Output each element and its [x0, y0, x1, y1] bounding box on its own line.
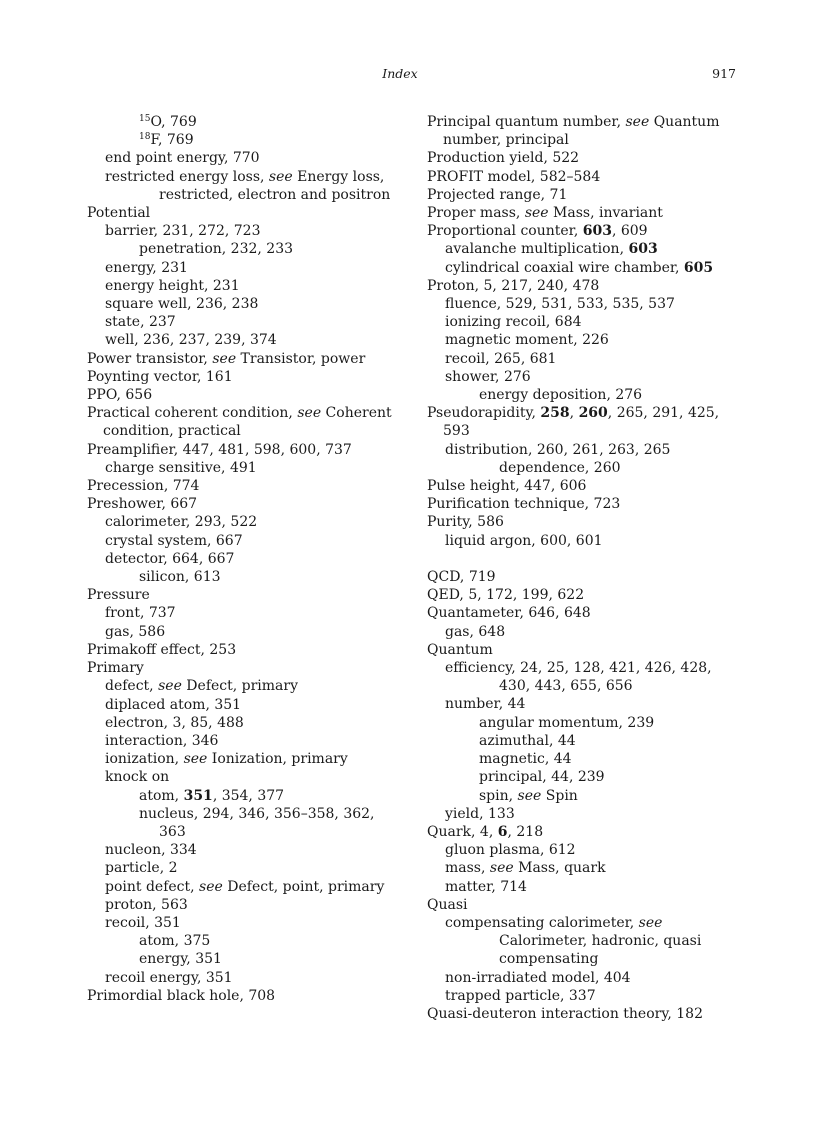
index-entry-text: silicon, 613: [139, 569, 221, 586]
index-entry-text: gluon plasma, 612: [445, 842, 576, 859]
index-entry-text: Power transistor,: [87, 350, 213, 367]
index-entry: [427, 677, 747, 695]
index-entry: [427, 113, 747, 131]
index-entry-text: , 265, 291, 425,: [607, 405, 720, 422]
index-entry-text: penetration, 232, 233: [139, 241, 294, 258]
index-entry-text: Mass, quark: [513, 860, 606, 877]
cross-reference-see: see: [489, 860, 514, 877]
index-entry: [87, 914, 407, 932]
index-entry-text: shower, 276: [445, 368, 531, 385]
index-entry: [427, 495, 747, 513]
index-entry-text: Proportional counter,: [427, 223, 583, 240]
principal-page-ref: 6: [497, 823, 508, 840]
index-entry: [427, 368, 747, 386]
index-entry: [87, 768, 407, 786]
index-entry: [87, 386, 407, 404]
index-entry-text: knock on: [105, 769, 170, 786]
index-entry-text: Calorimeter, hadronic, quasi: [499, 933, 702, 950]
index-entry-text: Quasi-deuteron interaction theory, 182: [427, 1005, 704, 1022]
cross-reference-see: see: [212, 350, 237, 367]
cross-reference-see: see: [524, 205, 549, 222]
cross-reference-see: see: [517, 787, 542, 804]
index-entry-text: recoil, 265, 681: [445, 350, 557, 367]
index-entry-text: square well, 236, 238: [105, 296, 259, 313]
index-entry-text: liquid argon, 600, 601: [445, 532, 603, 549]
index-entry: [87, 477, 407, 495]
index-entry-text: fluence, 529, 531, 533, 535, 537: [445, 296, 675, 313]
index-entry: [87, 714, 407, 732]
index-entry: [427, 477, 747, 495]
index-entry: [87, 313, 407, 331]
index-entry-text: Potential: [87, 205, 151, 222]
principal-page-ref: 605: [683, 259, 714, 276]
running-title: Index: [382, 66, 418, 81]
index-entry-text: F, 769: [150, 132, 194, 149]
index-entry: [87, 750, 407, 768]
index-entry-text: condition, practical: [103, 423, 241, 440]
index-entry-text: compensating: [499, 951, 599, 968]
index-entry-text: Mass, invariant: [548, 205, 663, 222]
index-entry-text: defect,: [105, 678, 159, 695]
index-entry: [87, 168, 407, 186]
index-entry-text: Spin: [541, 787, 578, 804]
index-entry: [87, 131, 407, 149]
index-entry: [427, 841, 747, 859]
index-column-right: [427, 113, 747, 1023]
index-entry-text: non-irradiated model, 404: [445, 969, 631, 986]
index-entry-text: matter, 714: [445, 878, 527, 895]
index-entry: [427, 987, 747, 1005]
index-entry: [87, 149, 407, 167]
cross-reference-see: see: [625, 114, 650, 130]
index-entry-text: point defect,: [105, 878, 200, 895]
index-entry: [427, 695, 747, 713]
index-entry-text: crystal system, 667: [105, 532, 243, 549]
index-entry-text: ionizing recoil, 684: [445, 314, 582, 331]
index-entry-text: nucleon, 334: [105, 842, 197, 859]
index-entry-text: end point energy, 770: [105, 150, 260, 167]
index-entry-text: energy deposition, 276: [479, 387, 643, 404]
index-entry: [427, 932, 747, 950]
index-entry-text: state, 237: [105, 314, 176, 331]
index-entry-text: angular momentum, 239: [479, 714, 655, 731]
index-entry-text: barrier, 231, 272, 723: [105, 223, 261, 240]
index-entry-text: Quark, 4,: [427, 823, 498, 840]
index-entry: [87, 441, 407, 459]
index-entry-text: interaction, 346: [105, 732, 219, 749]
index-entry-text: nucleus, 294, 346, 356–358, 362,: [139, 805, 375, 822]
index-entry-text: Pseudorapidity,: [427, 405, 541, 422]
index-entry-text: Quantum: [427, 641, 493, 658]
index-entry: [427, 350, 747, 368]
index-entry-text: Purity, 586: [427, 514, 504, 531]
index-entry: [427, 459, 747, 477]
index-entry: [87, 641, 407, 659]
index-entry-text: Precession, 774: [87, 478, 200, 495]
index-entry: [427, 331, 747, 349]
index-entry-text: Preamplifier, 447, 481, 598, 600, 737: [87, 441, 352, 458]
principal-page-ref: 260: [578, 405, 608, 422]
index-entry: [87, 550, 407, 568]
index-entry-text: Production yield, 522: [427, 150, 580, 167]
principal-page-ref: 603: [582, 223, 612, 240]
index-entry-text: 593: [443, 423, 470, 440]
index-entry-text: Pulse height, 447, 606: [427, 478, 587, 495]
index-entry-text: cylindrical coaxial wire chamber,: [445, 259, 684, 276]
index-entry-text: Principal quantum number,: [427, 114, 626, 130]
index-entry: [427, 441, 747, 459]
index-entry: [87, 113, 407, 131]
index-entry: [427, 313, 747, 331]
cross-reference-see: see: [297, 405, 322, 422]
index-entry-text: proton, 563: [105, 896, 188, 913]
index-entry: [87, 331, 407, 349]
index-entry-text: PPO, 656: [87, 387, 153, 404]
index-entry: [87, 696, 407, 714]
index-entry: [427, 1005, 747, 1023]
index-entry: [427, 586, 747, 604]
index-entry: [87, 404, 407, 422]
index-entry: [427, 950, 747, 968]
index-entry: [87, 878, 407, 896]
index-entry-text: particle, 2: [105, 860, 178, 877]
index-entry: [427, 422, 747, 440]
index-entry-text: Projected range, 71: [427, 186, 568, 203]
index-entry: [427, 805, 747, 823]
index-entry: [87, 841, 407, 859]
index-entry-text: restricted energy loss,: [105, 168, 269, 185]
index-entry-text: magnetic moment, 226: [445, 332, 609, 349]
index-entry: [427, 604, 747, 622]
index-entry: [87, 623, 407, 641]
index-entry: [427, 204, 747, 222]
index-entry: [87, 732, 407, 750]
cross-reference-see: see: [199, 878, 223, 895]
index-entry-text: PROFIT model, 582–584: [427, 168, 601, 185]
index-entry: [427, 623, 747, 641]
index-entry-text: azimuthal, 44: [479, 732, 576, 749]
index-entry: [87, 459, 407, 477]
index-column-left: [87, 113, 407, 1005]
index-entry-text: number, principal: [443, 132, 569, 149]
index-entry-text: Defect, point, primary: [222, 878, 385, 895]
index-entry-text: Practical coherent condition,: [87, 405, 298, 422]
index-entry-text: restricted, electron and positron: [159, 186, 391, 203]
index-entry: [427, 186, 747, 204]
index-entry: [427, 714, 747, 732]
index-entry-text: distribution, 260, 261, 263, 265: [445, 441, 671, 458]
index-entry: [87, 787, 407, 805]
index-entry-text: Ionization, primary: [207, 751, 348, 768]
index-entry-text: atom,: [139, 787, 184, 804]
index-entry-text: trapped particle, 337: [445, 987, 596, 1004]
index-entry-text: 430, 443, 655, 656: [499, 678, 633, 695]
index-entry: [87, 368, 407, 386]
index-entry: [427, 168, 747, 186]
index-entry: [87, 805, 407, 823]
index-entry-text: Pressure: [87, 587, 150, 604]
index-entry-text: Defect, primary: [181, 678, 299, 695]
page-number: 917: [712, 66, 736, 81]
index-entry-text: detector, 664, 667: [105, 550, 235, 567]
index-entry: [87, 969, 407, 987]
index-entry-text: 363: [159, 823, 186, 840]
index-entry-text: yield, 133: [445, 805, 515, 822]
index-entry: [87, 495, 407, 513]
index-entry-text: atom, 375: [139, 933, 211, 950]
index-entry-text: efficiency, 24, 25, 128, 421, 426, 428,: [445, 660, 712, 677]
index-entry: [427, 659, 747, 677]
index-entry-text: number, 44: [445, 696, 526, 713]
index-entry-text: QCD, 719: [427, 569, 496, 586]
index-entry-text: calorimeter, 293, 522: [105, 514, 258, 531]
cross-reference-see: see: [183, 751, 208, 768]
index-entry: [87, 896, 407, 914]
index-entry-text: Primakoff effect, 253: [87, 641, 237, 658]
index-entry: [427, 859, 747, 877]
index-entry: [87, 604, 407, 622]
index-entry-text: ,: [569, 405, 579, 422]
principal-page-ref: 603: [628, 241, 658, 258]
index-entry-text: energy height, 231: [105, 277, 240, 294]
index-entry-text: mass,: [445, 860, 490, 877]
index-entry: [427, 240, 747, 258]
index-entry: [427, 295, 747, 313]
index-entry-text: electron, 3, 85, 488: [105, 714, 244, 731]
index-entry-text: Energy loss,: [292, 168, 385, 185]
index-entry-text: Preshower, 667: [87, 496, 198, 513]
index-entry: [427, 568, 747, 586]
isotope-superscript: 15: [139, 114, 151, 124]
index-entry: [427, 823, 747, 841]
index-entry: [87, 240, 407, 258]
index-entry-text: O, 769: [150, 114, 197, 130]
index-entry: [87, 932, 407, 950]
index-entry-text: principal, 44, 239: [479, 769, 605, 786]
index-entry-text: Poynting vector, 161: [87, 368, 233, 385]
index-entry: [87, 823, 407, 841]
index-entry: [427, 222, 747, 240]
index-entry: [87, 277, 407, 295]
index-entry-text: gas, 648: [445, 623, 506, 640]
index-entry-text: ionization,: [105, 751, 184, 768]
index-entry-text: energy, 231: [105, 259, 188, 276]
index-entry-text: Transistor, power: [236, 350, 366, 367]
index-entry: [87, 350, 407, 368]
index-entry-text: Quasi: [427, 896, 468, 913]
index-entry: [427, 914, 747, 932]
index-section-gap: [427, 550, 747, 568]
index-entry-text: magnetic, 44: [479, 751, 572, 768]
index-entry-text: Proper mass,: [427, 205, 525, 222]
index-entry: [87, 186, 407, 204]
index-entry-text: Quantameter, 646, 648: [427, 605, 591, 622]
index-entry: [87, 259, 407, 277]
principal-page-ref: 351: [183, 787, 213, 804]
index-entry-text: , 354, 377: [212, 787, 285, 804]
index-entry: [87, 295, 407, 313]
index-entry-text: Purification technique, 723: [427, 496, 621, 513]
index-entry: [87, 859, 407, 877]
isotope-superscript: 18: [139, 132, 151, 143]
index-entry: [427, 750, 747, 768]
index-entry: [427, 532, 747, 550]
cross-reference-see: see: [268, 168, 293, 185]
cross-reference-see: see: [158, 678, 182, 695]
index-entry: [427, 404, 747, 422]
index-entry-text: Primary: [87, 660, 144, 677]
index-entry-text: , 609: [611, 223, 648, 240]
index-entry: [87, 987, 407, 1005]
index-entry: [427, 259, 747, 277]
index-entry-text: QED, 5, 172, 199, 622: [427, 587, 585, 604]
index-entry-text: diplaced atom, 351: [105, 696, 242, 713]
index-entry: [427, 131, 747, 149]
index-entry: [87, 422, 407, 440]
index-entry: [427, 969, 747, 987]
index-entry-text: spin,: [479, 787, 518, 804]
cross-reference-see: see: [638, 914, 663, 931]
index-entry: [87, 586, 407, 604]
index-entry-text: , 218: [507, 823, 544, 840]
index-entry: [87, 568, 407, 586]
index-entry: [427, 732, 747, 750]
index-entry: [427, 787, 747, 805]
index-entry: [87, 659, 407, 677]
index-entry: [427, 878, 747, 896]
index-entry: [427, 149, 747, 167]
index-entry: [87, 204, 407, 222]
index-entry: [427, 896, 747, 914]
index-entry: [87, 222, 407, 240]
principal-page-ref: 258: [540, 405, 570, 422]
index-entry-text: recoil energy, 351: [105, 969, 233, 986]
index-entry-text: Primordial black hole, 708: [87, 987, 276, 1004]
index-entry-text: Proton, 5, 217, 240, 478: [427, 277, 600, 294]
index-entry-text: dependence, 260: [499, 459, 621, 476]
index-entry: [87, 950, 407, 968]
index-entry: [87, 513, 407, 531]
index-entry-text: recoil, 351: [105, 914, 181, 931]
index-entry: [427, 641, 747, 659]
index-entry: [427, 277, 747, 295]
index-entry: [87, 532, 407, 550]
index-entry-text: well, 236, 237, 239, 374: [105, 332, 277, 349]
index-entry-text: avalanche multiplication,: [445, 241, 629, 258]
index-entry: [427, 386, 747, 404]
index-entry: [427, 768, 747, 786]
index-entry: [87, 677, 407, 695]
index-entry-text: front, 737: [105, 605, 176, 622]
index-entry: [427, 513, 747, 531]
index-entry-text: gas, 586: [105, 623, 166, 640]
index-entry-text: compensating calorimeter,: [445, 914, 639, 931]
index-entry-text: Quantum: [649, 114, 720, 130]
index-entry-text: Coherent: [321, 405, 392, 422]
index-entry-text: charge sensitive, 491: [105, 459, 257, 476]
index-entry-text: energy, 351: [139, 951, 222, 968]
